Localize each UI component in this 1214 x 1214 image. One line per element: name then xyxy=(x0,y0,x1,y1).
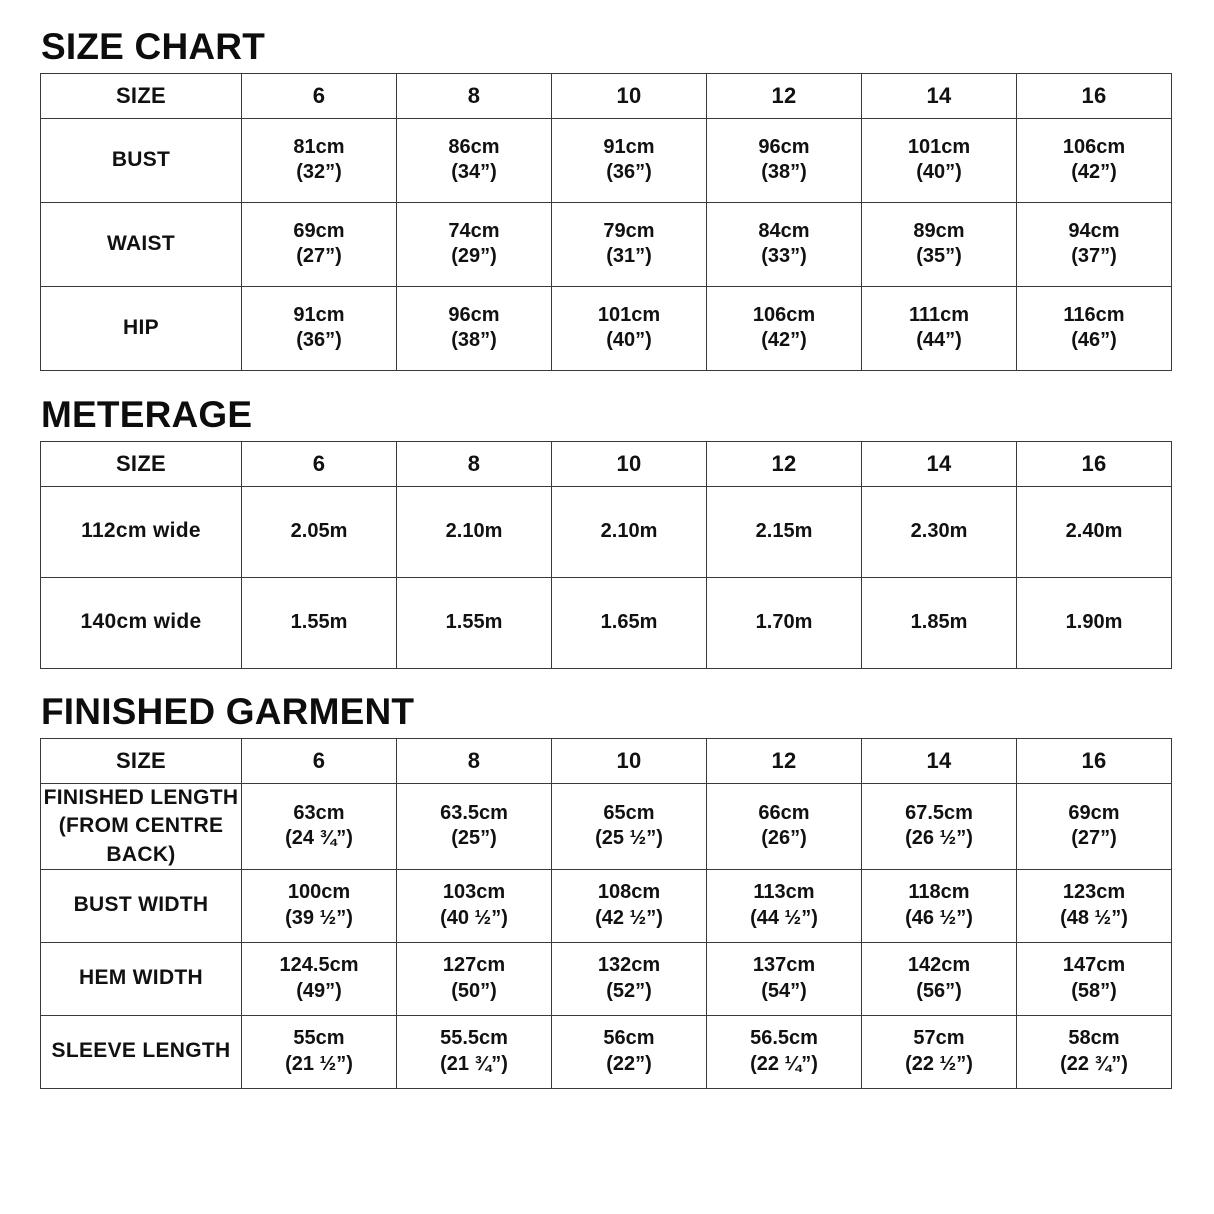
table-cell xyxy=(552,202,707,286)
cell-inch: (40”) xyxy=(606,329,652,352)
row-label-sleeve-length: SLEEVE LENGTH xyxy=(41,1015,242,1088)
table-cell xyxy=(242,202,397,286)
table-cell xyxy=(552,286,707,370)
table-cell xyxy=(552,1015,707,1088)
table-cell xyxy=(862,942,1017,1015)
header-cell-size: SIZE xyxy=(41,73,242,118)
cell-cm: 101cm xyxy=(597,303,661,326)
cell-cm: 86cm xyxy=(448,135,500,158)
cell-cm: 69cm xyxy=(1068,801,1120,824)
cell-cm: 89cm xyxy=(913,219,965,242)
cell-cm: 1.90m xyxy=(1065,611,1123,634)
cell-inch: (54”) xyxy=(761,979,807,1002)
cell-cm: 91cm xyxy=(293,303,345,326)
cell-inch: (27”) xyxy=(1071,827,1117,850)
cell-inch: (26 ½”) xyxy=(905,827,973,850)
cell-cm: 147cm xyxy=(1062,954,1126,977)
header-cell-size-6: 6 xyxy=(242,738,397,783)
table-row xyxy=(41,942,1172,1015)
table-row xyxy=(41,577,1172,668)
table-cell xyxy=(707,577,862,668)
cell-cm: 55cm xyxy=(293,1027,345,1050)
table-cell xyxy=(397,869,552,942)
row-label-finished-length xyxy=(41,783,242,869)
table-cell xyxy=(397,1015,552,1088)
section-heading-meterage: METERAGE xyxy=(41,394,253,435)
table-cell xyxy=(242,869,397,942)
section-size-chart xyxy=(40,28,1172,371)
cell-inch: (21 ¾”) xyxy=(440,1052,508,1075)
table-row xyxy=(41,486,1172,577)
header-cell-size-14: 14 xyxy=(862,738,1017,783)
cell-cm: 1.55m xyxy=(290,611,348,634)
cell-cm: 57cm xyxy=(913,1027,965,1050)
section-heading-size-chart: SIZE CHART xyxy=(41,26,265,67)
cell-cm: 1.70m xyxy=(755,611,813,634)
cell-cm: 106cm xyxy=(1062,135,1126,158)
header-cell-size: SIZE xyxy=(41,441,242,486)
cell-cm: 91cm xyxy=(603,135,655,158)
cell-cm: 84cm xyxy=(758,219,810,242)
cell-inch: (52”) xyxy=(606,979,652,1002)
table-cell xyxy=(1017,118,1172,202)
cell-inch: (48 ½”) xyxy=(1060,906,1128,929)
cell-cm: 94cm xyxy=(1068,219,1120,242)
cell-inch: (49”) xyxy=(296,979,342,1002)
table-cell xyxy=(552,118,707,202)
table-row xyxy=(41,118,1172,202)
cell-inch: (25 ½”) xyxy=(595,827,663,850)
table-cell xyxy=(552,486,707,577)
header-cell-size-14: 14 xyxy=(862,73,1017,118)
cell-cm: 123cm xyxy=(1062,881,1126,904)
cell-inch: (36”) xyxy=(296,329,342,352)
cell-cm: 124.5cm xyxy=(279,954,359,977)
header-cell-size-6: 6 xyxy=(242,73,397,118)
cell-cm: 69cm xyxy=(293,219,345,242)
cell-inch: (22 ¾”) xyxy=(1060,1052,1128,1075)
table-cell xyxy=(242,486,397,577)
cell-inch: (50”) xyxy=(451,979,497,1002)
header-cell-size-10: 10 xyxy=(552,441,707,486)
cell-cm: 2.15m xyxy=(755,520,813,543)
row-label-hem-width: HEM WIDTH xyxy=(41,942,242,1015)
cell-cm: 118cm xyxy=(908,881,970,904)
row-label-bust-width: BUST WIDTH xyxy=(41,869,242,942)
cell-cm: 113cm xyxy=(753,881,815,904)
table-cell xyxy=(397,942,552,1015)
cell-cm: 2.40m xyxy=(1065,520,1123,543)
table-cell xyxy=(1017,783,1172,869)
cell-inch: (31”) xyxy=(606,245,652,268)
cell-cm: 2.10m xyxy=(600,520,658,543)
header-cell-size-10: 10 xyxy=(552,73,707,118)
meterage-table xyxy=(40,441,1172,669)
cell-inch: (24 ¾”) xyxy=(285,827,353,850)
size-chart-table xyxy=(40,73,1172,371)
cell-cm: 137cm xyxy=(752,954,816,977)
cell-inch: (56”) xyxy=(916,979,962,1002)
cell-cm: 96cm xyxy=(758,135,810,158)
table-cell xyxy=(1017,577,1172,668)
table-cell xyxy=(707,869,862,942)
cell-cm: 55.5cm xyxy=(440,1027,508,1050)
cell-inch: (26”) xyxy=(761,827,807,850)
cell-cm: 111cm xyxy=(908,303,970,326)
cell-cm: 106cm xyxy=(752,303,816,326)
cell-cm: 1.85m xyxy=(910,611,968,634)
table-cell xyxy=(707,286,862,370)
table-cell xyxy=(862,783,1017,869)
cell-inch: (38”) xyxy=(451,329,497,352)
cell-cm: 132cm xyxy=(597,954,661,977)
cell-inch: (22 ¼”) xyxy=(750,1052,818,1075)
table-cell xyxy=(707,486,862,577)
row-label-hip: HIP xyxy=(41,286,242,370)
cell-cm: 81cm xyxy=(293,135,345,158)
table-cell xyxy=(552,783,707,869)
table-cell xyxy=(707,1015,862,1088)
cell-inch: (22 ½”) xyxy=(905,1052,973,1075)
header-cell-size-10: 10 xyxy=(552,738,707,783)
table-cell xyxy=(552,869,707,942)
table-cell xyxy=(862,202,1017,286)
header-cell-size-8: 8 xyxy=(397,73,552,118)
cell-cm: 1.55m xyxy=(445,611,503,634)
row-label-140cm-wide: 140cm wide xyxy=(41,577,242,668)
cell-cm: 108cm xyxy=(597,881,661,904)
cell-inch: (36”) xyxy=(606,161,652,184)
header-cell-size-14: 14 xyxy=(862,441,1017,486)
table-cell xyxy=(397,118,552,202)
cell-cm: 63cm xyxy=(293,801,345,824)
cell-cm: 56.5cm xyxy=(750,1027,818,1050)
cell-cm: 2.30m xyxy=(910,520,968,543)
table-cell xyxy=(1017,486,1172,577)
table-cell xyxy=(1017,869,1172,942)
header-cell-size-12: 12 xyxy=(707,738,862,783)
cell-cm: 67.5cm xyxy=(905,801,973,824)
table-cell xyxy=(242,1015,397,1088)
section-finished-garment xyxy=(40,693,1172,1089)
cell-cm: 63.5cm xyxy=(440,801,508,824)
table-cell xyxy=(862,577,1017,668)
row-label-112cm-wide: 112cm wide xyxy=(41,486,242,577)
table-header-row xyxy=(41,73,1172,118)
cell-inch: (37”) xyxy=(1071,245,1117,268)
header-cell-size-12: 12 xyxy=(707,73,862,118)
table-cell xyxy=(552,577,707,668)
table-cell xyxy=(242,118,397,202)
cell-inch: (21 ½”) xyxy=(285,1052,353,1075)
cell-inch: (34”) xyxy=(451,161,497,184)
cell-cm: 101cm xyxy=(907,135,971,158)
table-cell xyxy=(242,942,397,1015)
table-cell xyxy=(1017,202,1172,286)
table-cell xyxy=(862,118,1017,202)
cell-inch: (38”) xyxy=(761,161,807,184)
table-row xyxy=(41,1015,1172,1088)
cell-inch: (33”) xyxy=(761,245,807,268)
header-cell-size-16: 16 xyxy=(1017,738,1172,783)
cell-cm: 2.05m xyxy=(290,520,348,543)
header-cell-size: SIZE xyxy=(41,738,242,783)
table-cell xyxy=(397,202,552,286)
table-cell xyxy=(397,286,552,370)
cell-inch: (29”) xyxy=(451,245,497,268)
row-label-bust: BUST xyxy=(41,118,242,202)
table-row xyxy=(41,202,1172,286)
table-cell xyxy=(707,942,862,1015)
cell-cm: 65cm xyxy=(603,801,655,824)
cell-cm: 56cm xyxy=(603,1027,655,1050)
cell-cm: 79cm xyxy=(603,219,655,242)
cell-cm: 74cm xyxy=(448,219,500,242)
table-row xyxy=(41,869,1172,942)
cell-inch: (44 ½”) xyxy=(750,906,818,929)
row-label-line1: FINISHED LENGTH xyxy=(43,785,239,809)
table-header-row xyxy=(41,441,1172,486)
cell-inch: (42”) xyxy=(761,329,807,352)
table-cell xyxy=(397,783,552,869)
table-cell xyxy=(397,577,552,668)
header-cell-size-8: 8 xyxy=(397,441,552,486)
row-label-waist: WAIST xyxy=(41,202,242,286)
cell-inch: (40 ½”) xyxy=(440,906,508,929)
table-cell xyxy=(707,118,862,202)
table-header-row xyxy=(41,738,1172,783)
header-cell-size-12: 12 xyxy=(707,441,862,486)
cell-cm: 103cm xyxy=(442,881,506,904)
cell-inch: (42”) xyxy=(1071,161,1117,184)
cell-inch: (25”) xyxy=(451,827,497,850)
cell-cm: 96cm xyxy=(448,303,500,326)
cell-inch: (44”) xyxy=(916,329,962,352)
cell-inch: (42 ½”) xyxy=(595,906,663,929)
cell-inch: (46 ½”) xyxy=(905,906,973,929)
section-heading-finished-garment: FINISHED GARMENT xyxy=(41,691,415,732)
table-row xyxy=(41,783,1172,869)
header-cell-size-8: 8 xyxy=(397,738,552,783)
cell-cm: 127cm xyxy=(442,954,506,977)
cell-inch: (40”) xyxy=(916,161,962,184)
table-cell xyxy=(707,783,862,869)
table-cell xyxy=(1017,1015,1172,1088)
cell-cm: 58cm xyxy=(1068,1027,1120,1050)
table-row xyxy=(41,286,1172,370)
cell-inch: (39 ½”) xyxy=(285,906,353,929)
cell-cm: 100cm xyxy=(287,881,351,904)
cell-cm: 116cm xyxy=(1063,303,1125,326)
cell-inch: (22”) xyxy=(606,1052,652,1075)
table-cell xyxy=(862,286,1017,370)
table-cell xyxy=(242,286,397,370)
cell-inch: (58”) xyxy=(1071,979,1117,1002)
table-cell xyxy=(1017,286,1172,370)
cell-cm: 1.65m xyxy=(600,611,658,634)
cell-inch: (35”) xyxy=(916,245,962,268)
table-cell xyxy=(552,942,707,1015)
cell-cm: 2.10m xyxy=(445,520,503,543)
table-cell xyxy=(862,486,1017,577)
table-cell xyxy=(707,202,862,286)
table-cell xyxy=(242,783,397,869)
table-cell xyxy=(862,1015,1017,1088)
cell-cm: 142cm xyxy=(907,954,971,977)
finished-garment-table xyxy=(40,738,1172,1089)
table-cell xyxy=(862,869,1017,942)
cell-inch: (32”) xyxy=(296,161,342,184)
cell-inch: (27”) xyxy=(296,245,342,268)
cell-cm: 66cm xyxy=(758,801,810,824)
cell-inch: (46”) xyxy=(1071,329,1117,352)
row-label-line2: (FROM CENTRE BACK) xyxy=(58,814,224,866)
section-meterage xyxy=(40,396,1172,669)
header-cell-size-6: 6 xyxy=(242,441,397,486)
table-cell xyxy=(397,486,552,577)
table-cell xyxy=(242,577,397,668)
table-cell xyxy=(1017,942,1172,1015)
header-cell-size-16: 16 xyxy=(1017,441,1172,486)
header-cell-size-16: 16 xyxy=(1017,73,1172,118)
